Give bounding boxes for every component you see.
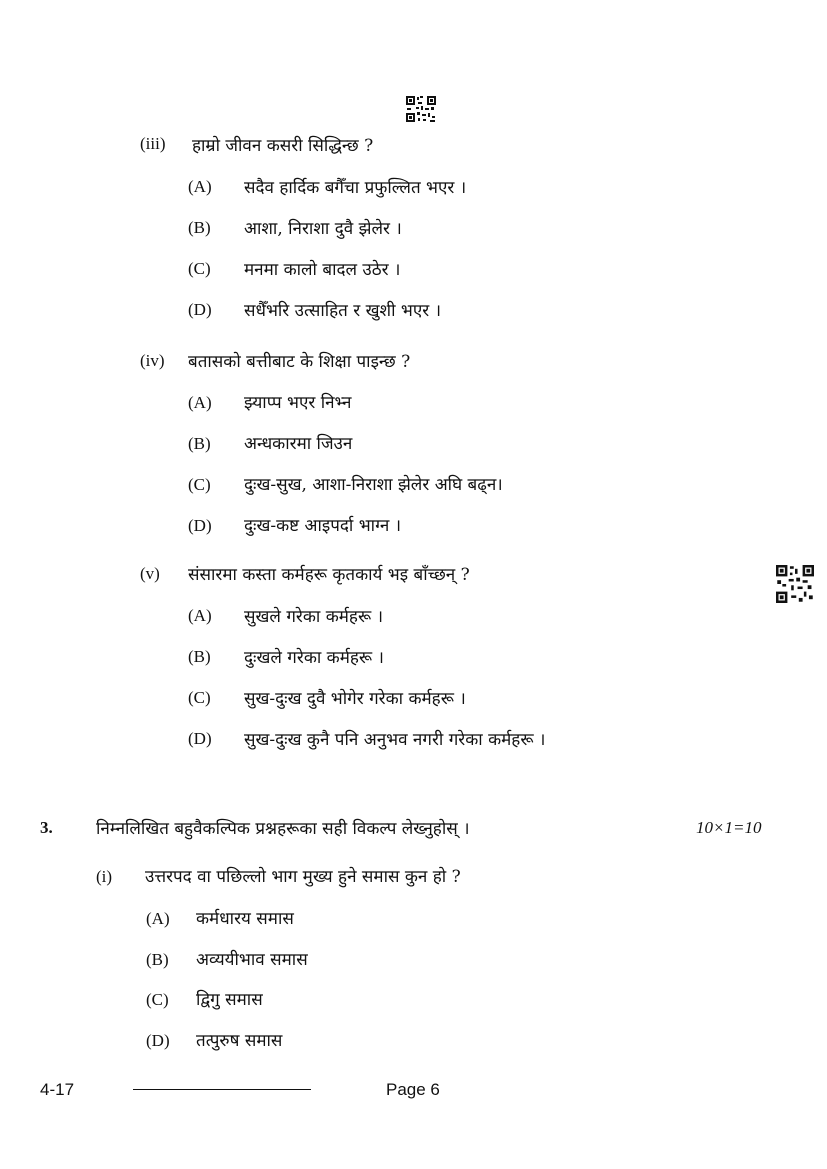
qr-code-icon <box>406 96 436 122</box>
option-text: दुःख-सुख, आशा-निराशा झेलेर अघि बढ्न। <box>244 475 503 495</box>
option-letter: (D) <box>188 729 212 748</box>
qr-code-icon <box>776 565 814 603</box>
question-text: उत्तरपद वा पछिल्लो भाग मुख्य हुने समास कुन हो ? <box>145 867 461 887</box>
option-text: झ्याप्प भएर निभ्न <box>244 393 352 413</box>
paper-code: 4-17 <box>40 1080 75 1099</box>
option-letter: (C) <box>188 688 211 707</box>
option-text: मनमा कालो बादल उठेर । <box>244 260 401 280</box>
question-number: (i) <box>96 867 113 886</box>
option-text: अव्ययीभाव समास <box>196 950 308 970</box>
question-number: (iv) <box>140 351 165 370</box>
option-text: अन्धकारमा जिउन <box>244 434 353 454</box>
section-instruction: निम्नलिखित बहुवैकल्पिक प्रश्नहरूका सही विकल्प लेख्नुहोस् । <box>96 819 470 839</box>
option-text: कर्मधारय समास <box>196 909 294 929</box>
option-letter: (A) <box>188 393 212 412</box>
section-number: 3. <box>40 818 53 837</box>
option-letter: (D) <box>188 300 212 319</box>
option-letter: (B) <box>188 218 211 237</box>
question-text: हाम्रो जीवन कसरी सिद्धिन्छ ? <box>192 136 374 156</box>
option-letter: (C) <box>146 990 169 1009</box>
option-text: आशा, निराशा दुवै झेलेर । <box>244 219 402 239</box>
marks-allocation: 10×1=10 <box>696 818 762 837</box>
option-letter: (A) <box>188 177 212 196</box>
option-text: द्विगु समास <box>196 990 263 1010</box>
option-letter: (B) <box>146 950 169 969</box>
option-text: सुख-दुःख दुवै भोगेर गरेका कर्महरू । <box>244 689 466 709</box>
option-letter: (B) <box>188 434 211 453</box>
option-text: तत्पुरुष समास <box>196 1031 283 1051</box>
option-letter: (D) <box>146 1031 170 1050</box>
option-text: दुःखले गरेका कर्महरू । <box>244 648 384 668</box>
option-text: दुःख-कष्ट आइपर्दा भाग्न । <box>244 516 402 536</box>
option-letter: (C) <box>188 259 211 278</box>
option-letter: (A) <box>188 606 212 625</box>
option-text: सदैव हार्दिक बगैँचा प्रफुल्लित भएर । <box>244 178 467 198</box>
option-text: सुखले गरेका कर्महरू । <box>244 607 384 627</box>
question-text: बतासको बत्तीबाट के शिक्षा पाइन्छ ? <box>188 352 411 372</box>
option-letter: (D) <box>188 516 212 535</box>
footer-divider <box>133 1089 311 1090</box>
option-text: सुख-दुःख कुनै पनि अनुभव नगरी गरेका कर्महरू । <box>244 730 546 750</box>
option-letter: (A) <box>146 909 170 928</box>
option-text: सधैँभरि उत्साहित र खुशी भएर । <box>244 301 442 321</box>
question-text: संसारमा कस्ता कर्महरू कृतकार्य भइ बाँच्छन् ? <box>188 565 470 585</box>
page-number: Page 6 <box>386 1080 440 1099</box>
option-letter: (B) <box>188 647 211 666</box>
option-letter: (C) <box>188 475 211 494</box>
question-number: (iii) <box>140 134 166 153</box>
question-number: (v) <box>140 564 160 583</box>
